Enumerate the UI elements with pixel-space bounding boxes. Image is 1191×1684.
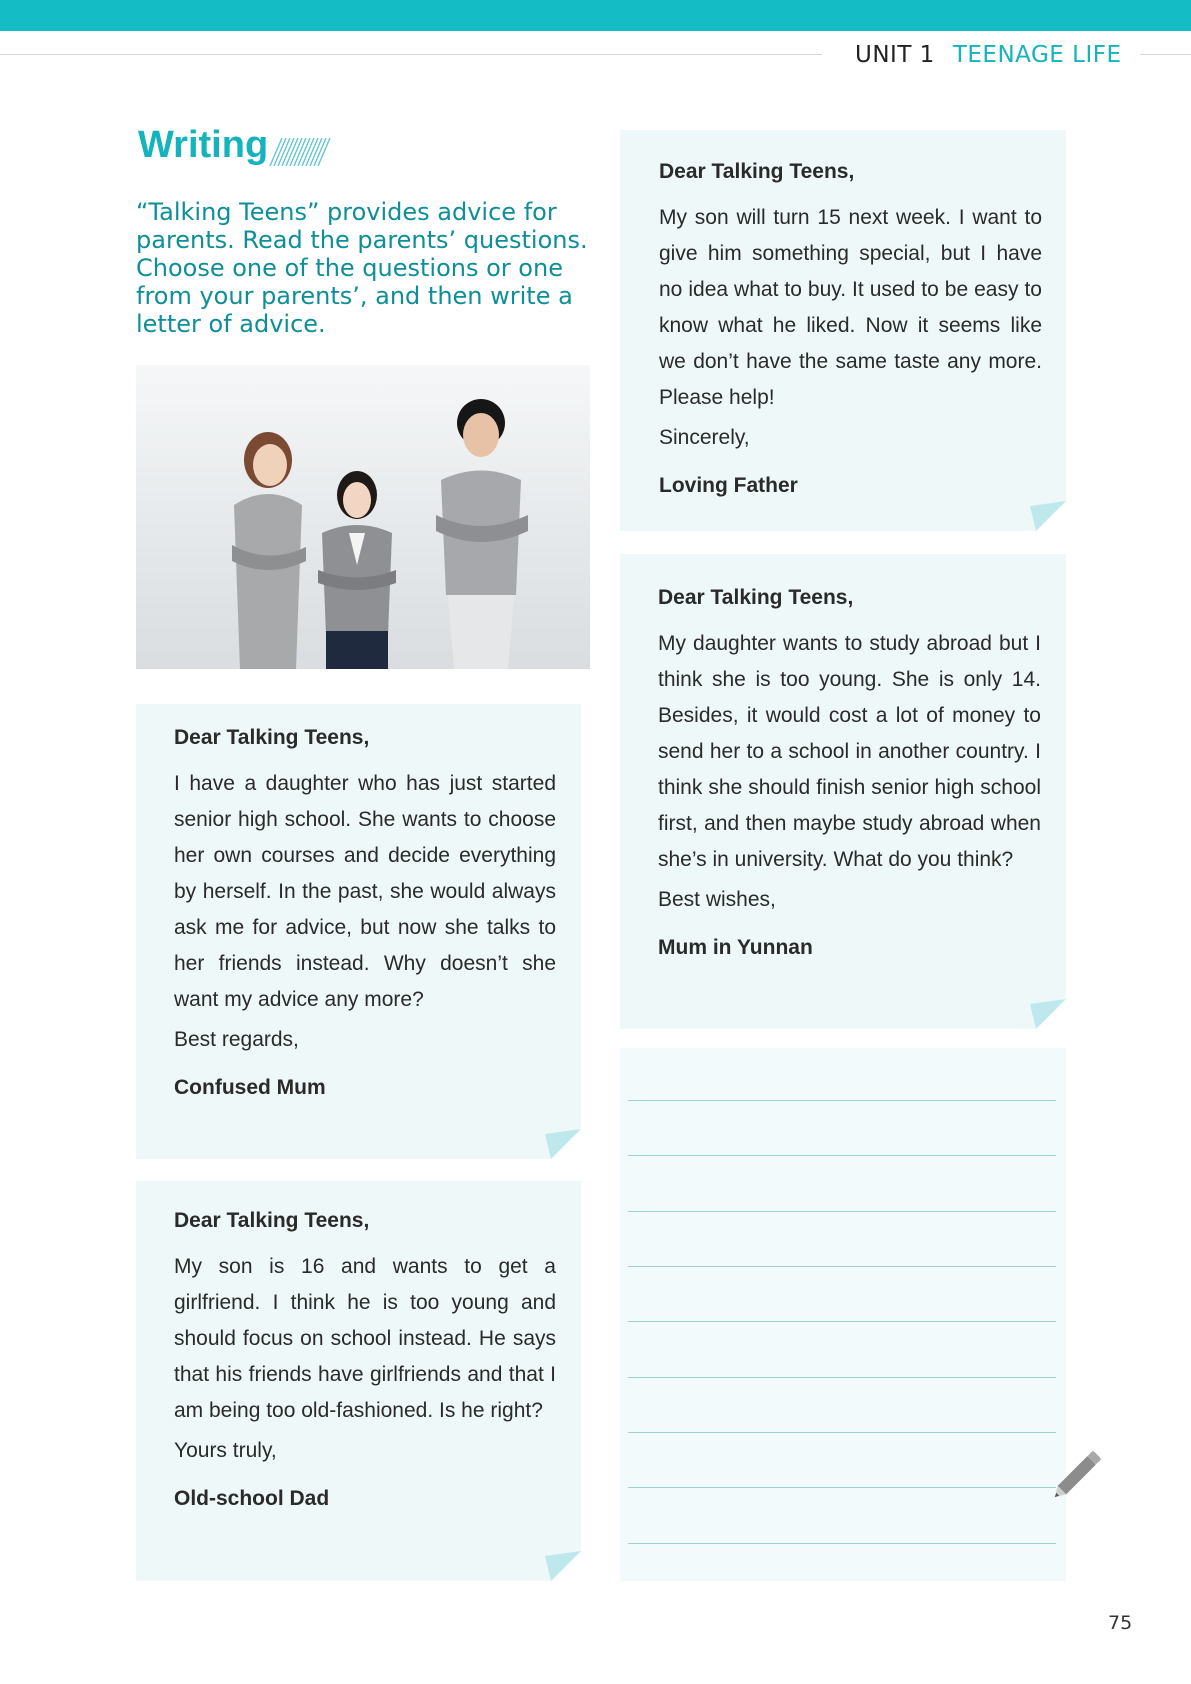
writing-instructions: “Talking Teens” provides advice for parents. Read the parents’ questions. Choose one of the questions or one from your parents’, and then write a letter of advice.: [136, 198, 588, 338]
unit-number: UNIT 1: [855, 42, 935, 68]
letter-body: My son is 16 and wants to get a girlfriend. I think he is too young and should focus on school instead. He says that his friends have girlfriends and that I am being too old-fashioned. Is he right?: [174, 1255, 556, 1422]
letter-closing: Best wishes,: [658, 888, 776, 911]
page-number: 75: [1108, 1612, 1133, 1634]
letter-card-mum-in-yunnan: [620, 554, 1066, 1029]
top-color-bar: [0, 0, 1191, 31]
letter-closing: Sincerely,: [659, 426, 750, 449]
page-curl-decoration: [545, 1129, 581, 1159]
letter-signature: Old-school Dad: [174, 1487, 330, 1510]
letter-signature: Mum in Yunnan: [658, 936, 813, 959]
section-title: Writing: [138, 124, 269, 166]
letter-body: I have a daughter who has just started senior high school. She wants to choose her own courses and decide everything by herself. In the past, she would always ask me for advice, but now she talks to her friends instead. Why doesn’t she want my advice any more?: [174, 772, 556, 1011]
letter-greeting: Dear Talking Teens,: [659, 160, 855, 183]
page-curl-decoration: [1030, 999, 1066, 1029]
writing-line: [628, 1266, 1056, 1267]
page-curl-decoration: [545, 1551, 581, 1581]
letter-card-confused-mum: [136, 704, 581, 1159]
letter-closing: Best regards,: [174, 1028, 299, 1051]
hatch-decoration: [268, 138, 334, 166]
letter-card-loving-father: [620, 130, 1066, 531]
header-rule-left: [0, 54, 822, 55]
letter-card-old-school-dad: [136, 1181, 581, 1581]
writing-area[interactable]: [620, 1048, 1066, 1581]
page-curl-decoration: [1030, 501, 1066, 531]
letter-closing: Yours truly,: [174, 1439, 277, 1462]
letter-signature: Confused Mum: [174, 1076, 326, 1099]
writing-line: [628, 1377, 1056, 1378]
letter-greeting: Dear Talking Teens,: [174, 1209, 370, 1232]
letter-greeting: Dear Talking Teens,: [658, 586, 854, 609]
writing-line: [628, 1155, 1056, 1156]
unit-title: TEENAGE LIFE: [952, 42, 1122, 68]
header-rule-right: [1140, 54, 1191, 55]
writing-line: [628, 1543, 1056, 1544]
writing-line: [628, 1321, 1056, 1322]
unit-header: [855, 42, 1122, 68]
writing-line: [628, 1432, 1056, 1433]
letter-signature: Loving Father: [659, 474, 798, 497]
writing-line: [628, 1487, 1056, 1488]
letter-greeting: Dear Talking Teens,: [174, 726, 370, 749]
letter-body: My son will turn 15 next week. I want to give him something special, but I have no idea what to buy. It used to be easy to know what he liked. Now it seems like we don’t have the same taste any more. Please help!: [659, 206, 1042, 409]
writing-line: [628, 1211, 1056, 1212]
writing-line: [628, 1100, 1056, 1101]
pencil-icon: [1050, 1440, 1112, 1502]
letter-body: My daughter wants to study abroad but I think she is too young. She is only 14. Besides, it would cost a lot of money to send her to a school in another country. I think she should finish senior high school first, and then maybe study abroad when she’s in university. What do you think?: [658, 632, 1041, 871]
family-photo: [136, 365, 590, 669]
